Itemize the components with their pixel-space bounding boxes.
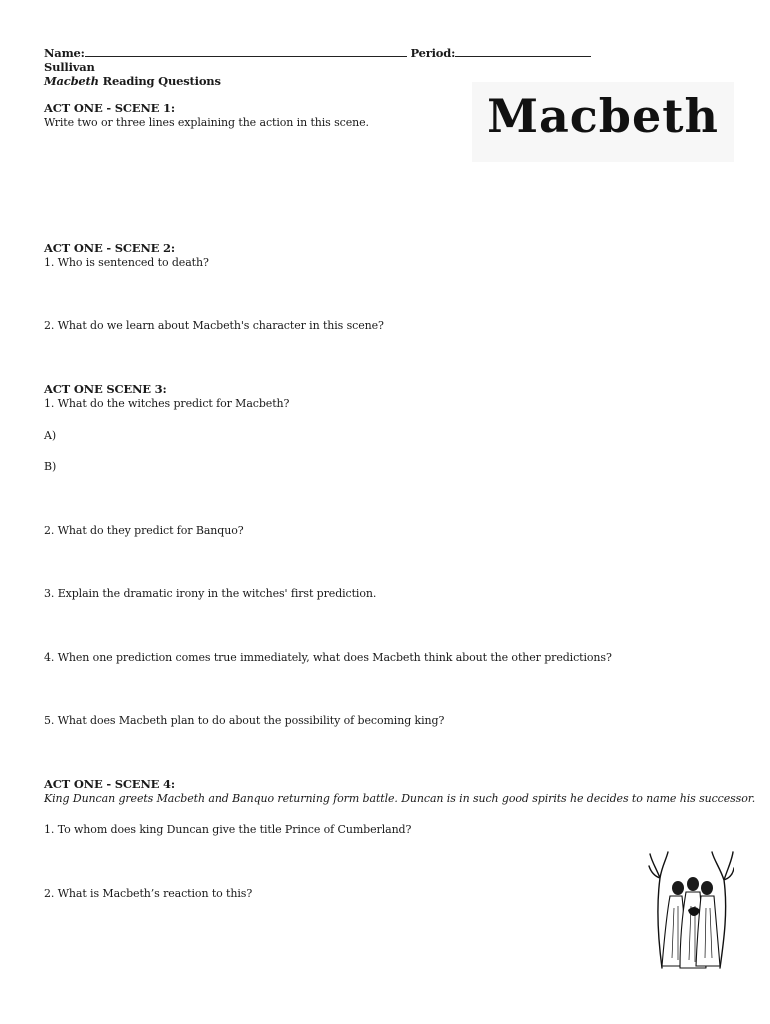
scene-4-summary: King Duncan greets Macbeth and Banquo returning form battle. Duncan is in such good spirits he decides to name his successor. (44, 792, 756, 805)
scene-3-answer-b: B) (44, 460, 57, 473)
scene-4-question-1: 1. To whom does king Duncan give the title Prince of Cumberland? (44, 823, 412, 836)
scene-2-question-1: 1. Who is sentenced to death? (44, 256, 209, 269)
scene-1-heading: ACT ONE - SCENE 1: (44, 101, 175, 115)
three-witches-icon (648, 848, 734, 972)
name-blank[interactable] (85, 46, 407, 57)
scene-3-question-3: 3. Explain the dramatic irony in the witches' first prediction. (44, 587, 377, 600)
title-play-name: Macbeth (44, 74, 99, 88)
scene-2-heading: ACT ONE - SCENE 2: (44, 241, 175, 255)
name-label: Name: (44, 46, 85, 60)
period-blank[interactable] (455, 46, 591, 57)
scene-4-question-2: 2. What is Macbeth’s reaction to this? (44, 887, 253, 900)
scene-1-instructions: Write two or three lines explaining the action in this scene. (44, 116, 369, 129)
scene-3-question-1: 1. What do the witches predict for Macbeth? (44, 397, 290, 410)
scene-3-question-5: 5. What does Macbeth plan to do about the possibility of becoming king? (44, 714, 445, 727)
period-label: Period: (410, 46, 456, 60)
worksheet-title (44, 74, 221, 88)
name-row (44, 46, 591, 60)
scene-4-heading: ACT ONE - SCENE 4: (44, 777, 175, 791)
scene-3-answer-a: A) (44, 429, 57, 442)
scene-3-heading: ACT ONE SCENE 3: (44, 382, 167, 396)
macbeth-logo-icon (472, 82, 734, 162)
scene-3-question-2: 2. What do they predict for Banquo? (44, 524, 244, 537)
scene-3-question-4: 4. When one prediction comes true immediately, what does Macbeth think about the other predictions? (44, 651, 612, 664)
title-rest: Reading Questions (98, 74, 221, 88)
logo-text: Macbeth (487, 89, 719, 143)
scene-2-question-2: 2. What do we learn about Macbeth's character in this scene? (44, 319, 384, 332)
teacher-name: Sullivan (44, 60, 95, 74)
